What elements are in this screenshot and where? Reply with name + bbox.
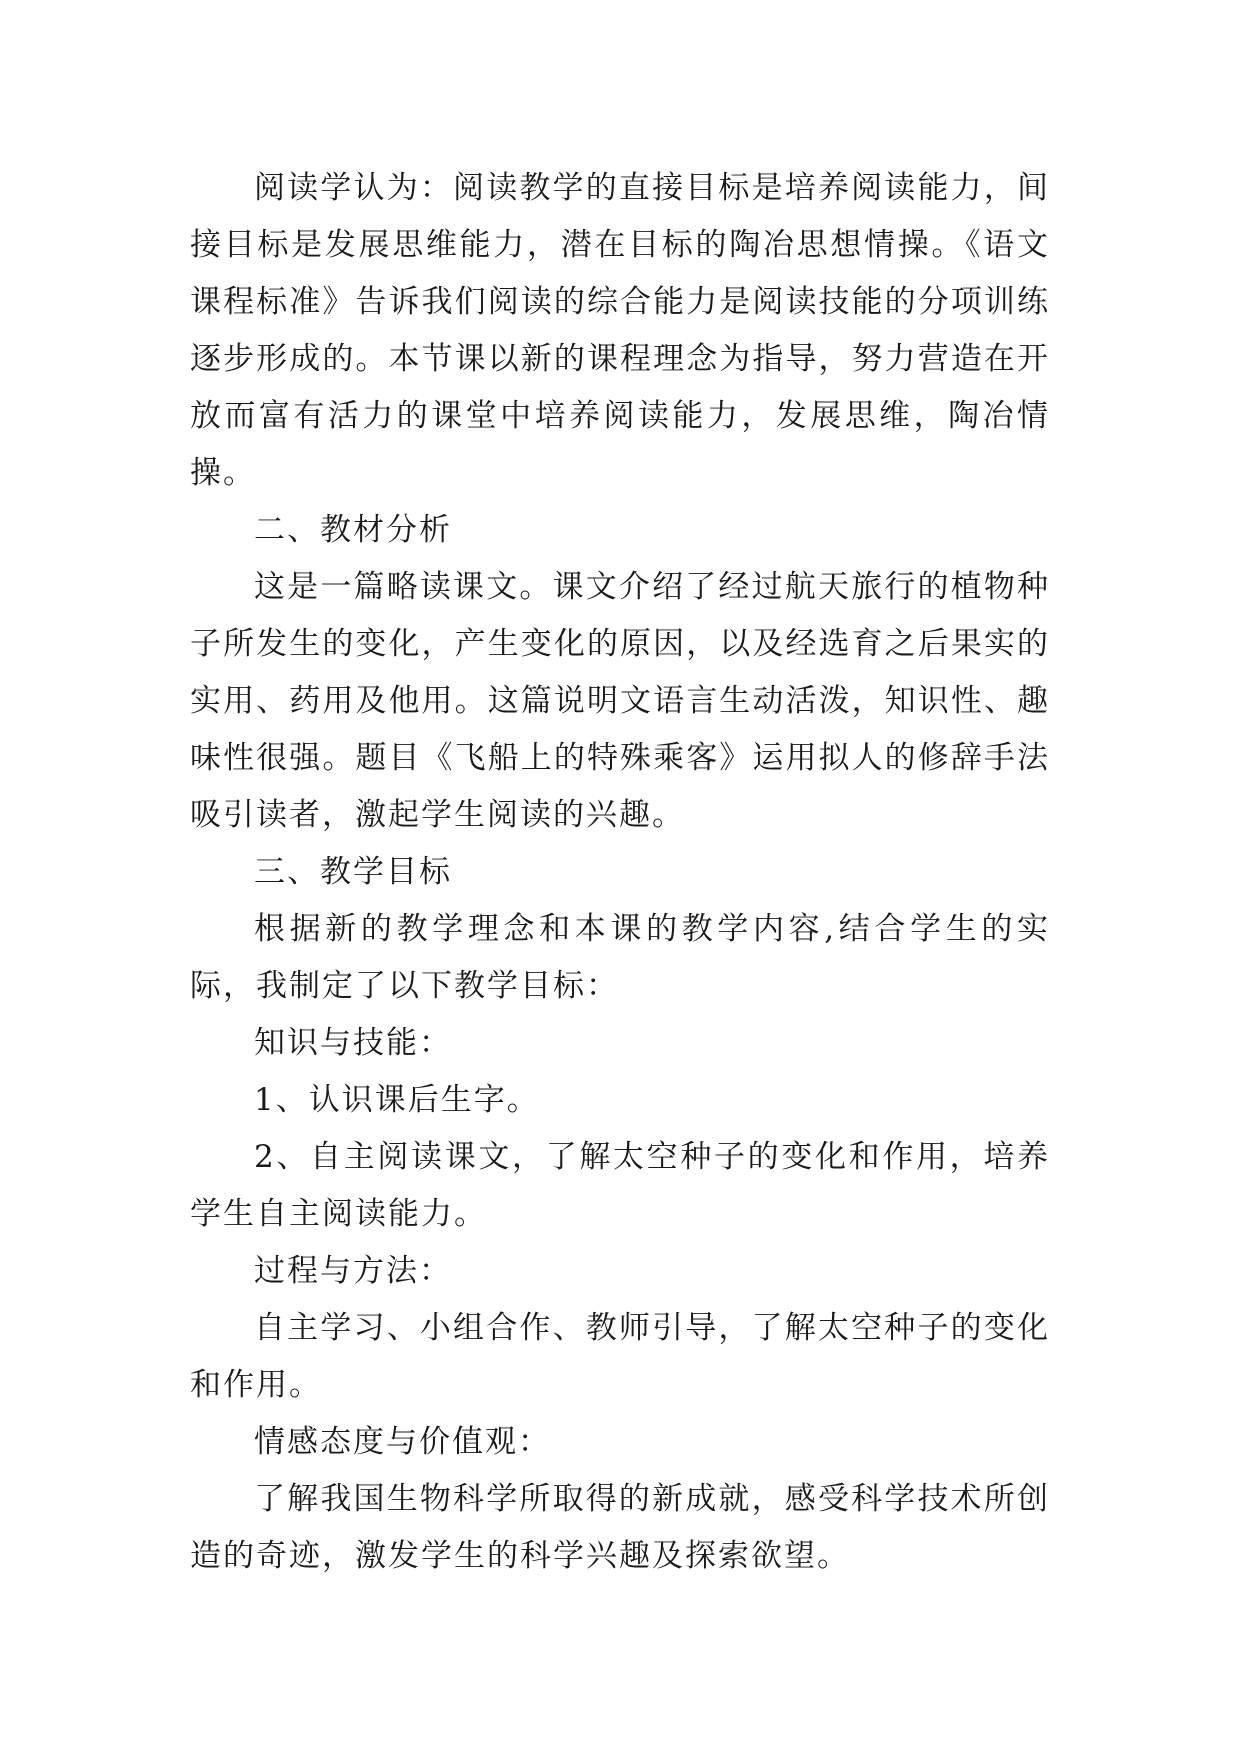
paragraph-emotion-values: 情感态度与价值观： — [254, 1424, 551, 1460]
paragraph-goal-1: 1、认识课后生字。 — [254, 1082, 540, 1118]
paragraph-process-detail: 自主学习、小组合作、教师引导，了解太空种子的变化和作用。 — [190, 1310, 1050, 1403]
paragraph-goal-2: 2、自主阅读课文，了解太空种子的变化和作用，培养学生自主阅读能力。 — [190, 1139, 1050, 1232]
heading-teaching-goals: 三、教学目标 — [254, 854, 452, 890]
paragraph-emotion-detail: 了解我国生物科学所取得的新成就，感受科学技术所创造的奇迹，激发学生的科学兴趣及探索欲望。 — [190, 1481, 1050, 1574]
paragraph-goals-intro: 根据新的教学理念和本课的教学内容,结合学生的实际，我制定了以下教学目标： — [190, 911, 1050, 1004]
paragraph-knowledge-skills: 知识与技能： — [254, 1025, 452, 1061]
document-body — [190, 160, 1050, 1585]
heading-textbook-analysis: 二、教材分析 — [254, 512, 452, 548]
paragraph-process-methods: 过程与方法： — [254, 1253, 452, 1289]
paragraph-reading-theory: 阅读学认为：阅读教学的直接目标是培养阅读能力，间接目标是发展思维能力，潜在目标的陶冶思想情操。《语文课程标准》告诉我们阅读的综合能力是阅读技能的分项训练逐步形成的。本节课以新的课程理念为指导，努力营造在开放而富有活力的课堂中培养阅读能力，发展思维，陶冶情操。 — [190, 170, 1050, 491]
paragraph-textbook-analysis: 这是一篇略读课文。课文介绍了经过航天旅行的植物种子所发生的变化，产生变化的原因，以及经选育之后果实的实用、药用及他用。这篇说明文语言生动活泼，知识性、趣味性很强。题目《飞船上的特殊乘客》运用拟人的修辞手法吸引读者，激起学生阅读的兴趣。 — [190, 569, 1050, 833]
